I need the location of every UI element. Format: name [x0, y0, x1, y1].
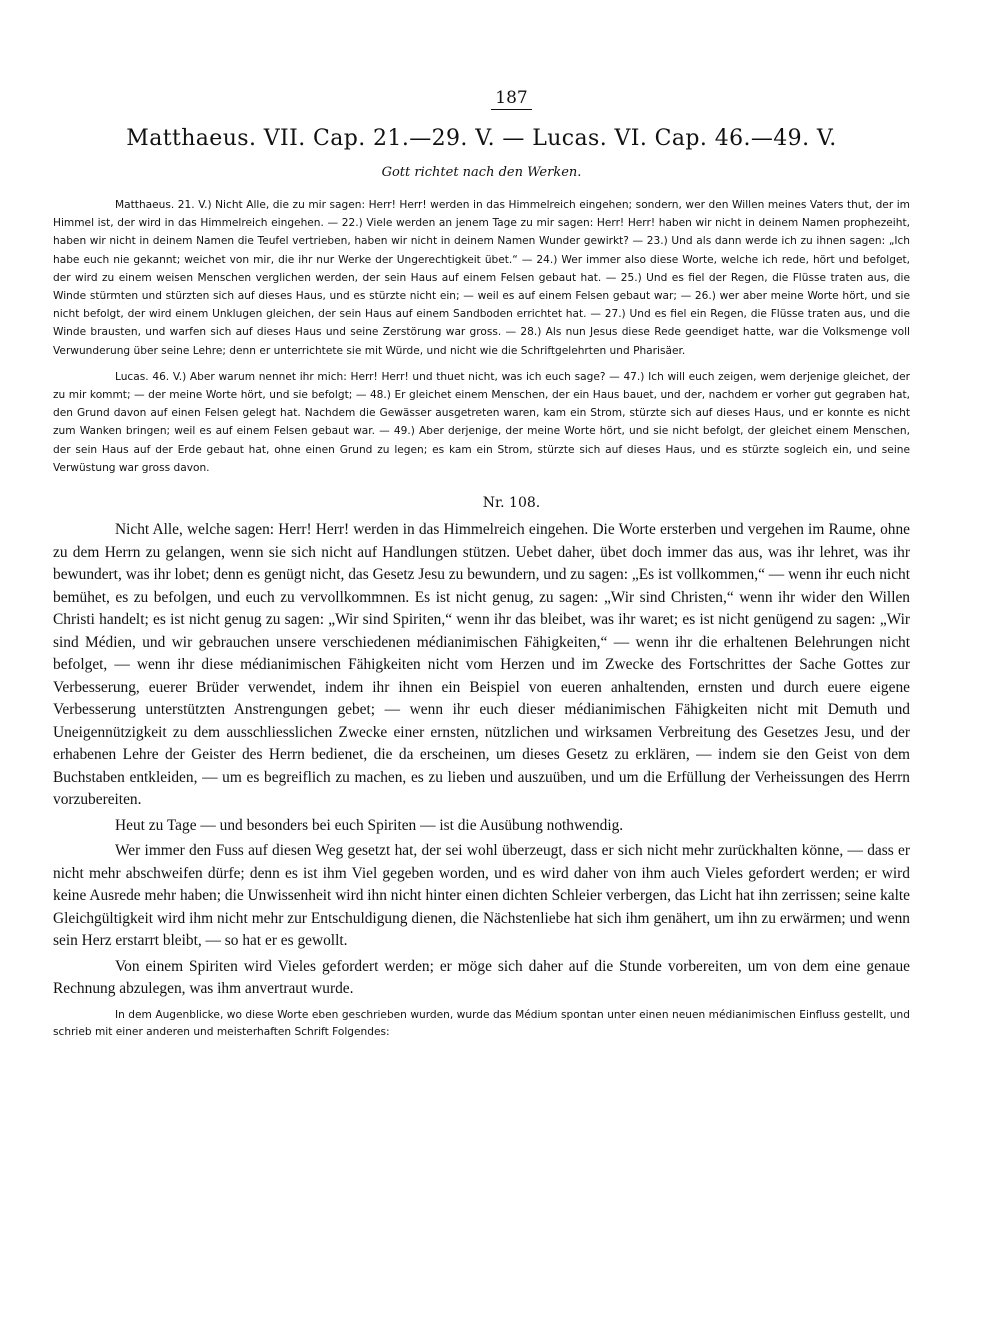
chapter-subtitle: Gott richtet nach den Werken. [381, 165, 582, 180]
chapter-title: Matthaeus. VII. Cap. 21.—29. V. — Lucas. VI. Cap. 46.—49. V. [126, 126, 837, 151]
body-paragraph-2: Heut zu Tage — und besonders bei euch Spiriten — ist die Ausübung nothwendig. [115, 816, 624, 834]
section-title: Nr. 108. [482, 495, 541, 512]
document-page [53, 88, 910, 1041]
quote-matthaeus: Matthaeus. 21. V.) Nicht Alle, die zu mir sagen: Herr! Herr! werden in das Himmelreich eingehen; sondern, wer den Willen meines Vaters thut, der im Himmel ist, der wird in das Himmelreich eingehen. — 22.) Viele werden an jenem Tage zu mir sagen: Herr! Herr! haben wir nicht in deinem Namen prophezeiht, haben wir nicht in deinem Namen die Teufel vertrieben, haben wir nicht in deinem Namen Wunder gewirkt? — 23.) Und als dann werde ich zu ihnen sagen: „Ich habe euch nie gekannt; weichet von mir, die ihr nur Werke der Ungerechtigkeit übet.“ — 24.) Wer immer also diese Worte, welche ich rede, hört und befolget, der wird zu einem weisen Menschen verglichen werden, der sein Haus auf einem Felsen gebaut hat. — 25.) Und es fiel der Regen, die Flüsse traten aus, die Winde stürmten und stürzten sich auf dieses Haus, und es stürzte nicht ein; — weil es auf einem Felsen gebaut war; — 26.) wer aber meine Worte hört, und sie nicht befolgt, der wird einem Unklugen gleichen, der sein Haus auf einem Sandboden errichtet hat. — 27.) Und es fiel ein Regen, die Flüsse traten aus, und die Winde brausten, und warfen sich auf dieses Haus und seine Zerstörung war gross. — 28.) Als nun Jesus diese Rede geendiget hatte, war die Volksmenge voll Verwunderung über seine Lehre; denn er unterrichtete sie mit Würde, und nicht wie die Schriftgelehrten und Pharisäer. [53, 199, 910, 357]
body-paragraph-1: Nicht Alle, welche sagen: Herr! Herr! werden in das Himmelreich eingehen. Die Worte ersterben und vergehen im Raume, ohne zu dem Herrn zu gelangen, wenn sie sich nicht auf Handlungen stützen. Uebet daher, übet doch immer das aus, was ihr lehret, was ihr bewundert, was ihr lobet; denn es genügt nicht, das Gesetz Jesu zu bewundern, und zu sagen: „Es ist vollkommen,“ — wenn ihr euch nicht bemühet, es zu befolgen, und euch zu vervollkommnen. Es ist nicht genug, zu sagen: „Wir sind Christen,“ wenn ihr wider den Willen Christi handelt; es ist nicht genug zu sagen: „Wir sind Spiriten,“ wenn ihr das bleibet, was ihr waret; es ist nicht genügend zu sagen: „Wir sind Médien, und wir gebrauchen unsere verschiedenen médianimischen Fähigkeiten,“ — wenn ihr die erhaltenen Belehrungen nicht befolget, — wenn ihr diese médianimischen Fähigkeiten nicht vom Herzen und im Zwecke des Fortschrittes der Sache Gottes zur Verbesserung, euerer Brüder verwendet, indem ihr ihnen ein Beispiel von eueren anhaltenden, ernsten und durch euere eigene Verbesserung unterstützten Anstrengungen gebet; — wenn ihr euch dieser médianimischen Fähigkeiten nicht mit Demuth und Uneigennützigkeit zu dem ausschliesslichen Zwecke einer ernsten, nützlichen und wirksamen Verbreitung des Gesetzes Jesu, und der erhabenen Lehre der Geister des Herrn bedienet, die da erscheinen, um dieses Gesetz zu erklären, — indem sie den Geist von dem Buchstaben entkleiden, — um es begreiflich zu machen, es zu lieben und auszuüben, und um die Erfüllung der Verheissungen des Herrn vorzubereiten. [53, 521, 910, 809]
closing-note: In dem Augenblicke, wo diese Worte eben geschrieben wurden, wurde das Médium spontan unter einen neuen médianimischen Einfluss gestellt, und schrieb mit einer anderen und meisterhaften Schrift Folgendes: [53, 1008, 910, 1038]
page-number-text: 187 [491, 88, 531, 110]
page-number [53, 88, 910, 110]
body-paragraph-4: Von einem Spiriten wird Vieles gefordert werden; er möge sich daher auf die Stunde vorbereiten, um von dem eine genaue Rechnung abzulegen, was ihm anvertraut wurde. [53, 957, 910, 998]
body-paragraph-3: Wer immer den Fuss auf diesen Weg gesetzt hat, der sei wohl überzeugt, dass er sich nicht mehr zurückhalten könne, — dass er nicht mehr abschweifen dürfe; denn es ist ihm Viel gegeben worden, und es wird daher von ihm auch Vieles gefordert werden; er wird keine Ausrede mehr haben; die Unwissenheit wird ihn nicht hinter einen dichten Schleier verbergen, das Licht hat ihn zerrissen; seine kalte Gleichgültigkeit wird ihm nicht mehr zur Entschuldigung dienen, die Nächstenliebe hat sich ihm genähert, um ihn zu erwärmen; und wenn sein Herz erstarrt bleibt, — so hat er es gewollt. [53, 842, 910, 950]
quote-lucas: Lucas. 46. V.) Aber warum nennet ihr mich: Herr! Herr! und thuet nicht, was ich euch sage? — 47.) Ich will euch zeigen, wem derjenige gleichet, der zu mir kommt; — der meine Worte hört, und sie befolgt; — 48.) Er gleichet einem Menschen, der ein Haus bauet, und der, nachdem er vorher gut gegraben hat, den Grund davon auf einen Felsen gelegt hat. Nachdem die Gewässer ausgetreten waren, kam ein Strom, stürzte sich auf dieses Haus, und er konnte es nicht zum Wanken bringen; weil es auf einem Felsen gebaut war. — 49.) Aber derjenige, der meine Worte hört, und sie nicht befolgt, der gleichet einem Menschen, der sein Haus auf der Erde gebaut hat, ohne einen Grund zu legen; es kam ein Strom, stürzte sich auf dieses Haus, und es stürzte sogleich ein, und seine Verwüstung war gross davon. [53, 370, 910, 474]
